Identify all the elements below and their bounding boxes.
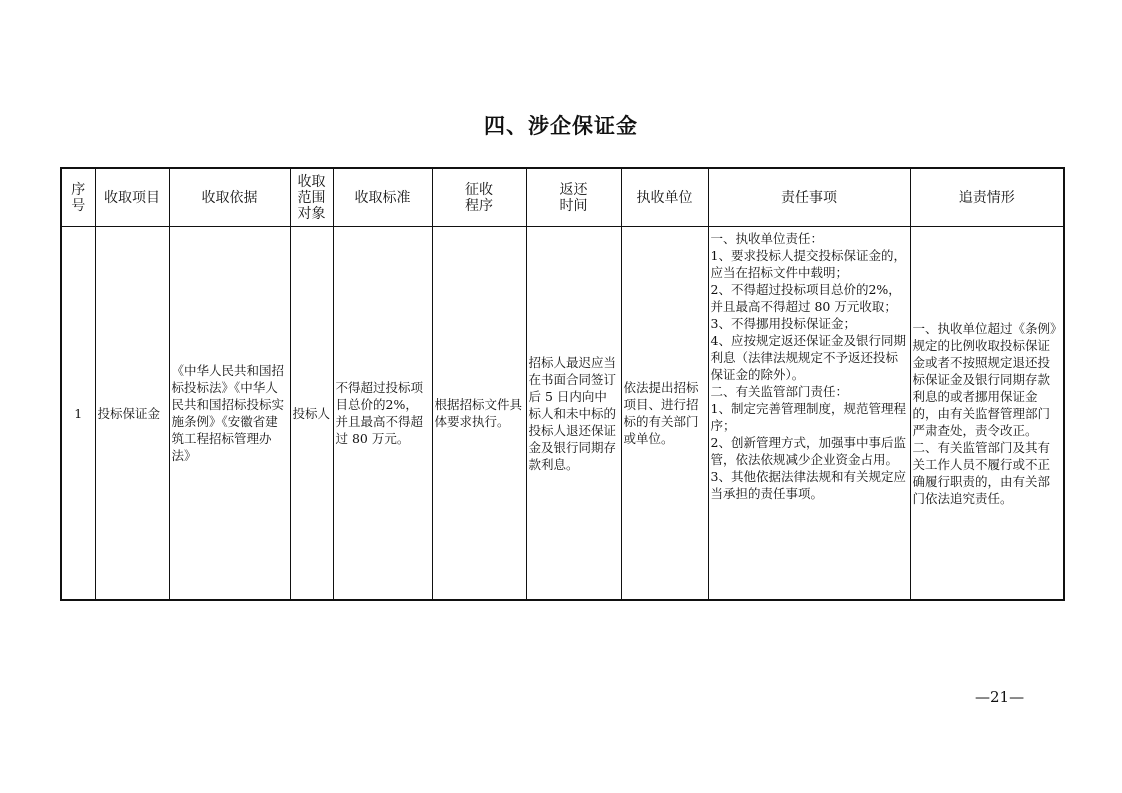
responsibility-line: 4、应按规定返还保证金及银行同期利息（法律法规规定不予返还投标保证金的除外）。 bbox=[710, 333, 906, 382]
accountability-line: 二、有关监管部门及其有关工作人员不履行或不正确履行职责的，由有关部门依法追究责任。 bbox=[912, 439, 1051, 506]
header-item: 收取项目 bbox=[95, 168, 169, 227]
cell-return-time: 招标人最迟应当在书面合同签订后 5 日内向中标人和未中标的投标人退还保证金及银行同期存款利息。 bbox=[526, 227, 621, 601]
responsibility-line: 2、不得超过投标项目总价的2%，并且最高不得超过 80 万元收取； bbox=[710, 282, 901, 314]
responsibility-line: 1、制定完善管理制度，规范管理程序； bbox=[710, 401, 906, 433]
header-standard: 收取标准 bbox=[333, 168, 432, 227]
page-number: —21— bbox=[975, 688, 1025, 706]
header-return-time: 返还 时间 bbox=[526, 168, 621, 227]
cell-unit: 依法提出招标项目、进行招标的有关部门或单位。 bbox=[621, 227, 708, 601]
header-basis: 收取依据 bbox=[169, 168, 290, 227]
header-seq: 序 号 bbox=[61, 168, 95, 227]
page-title: 四、涉企保证金 bbox=[484, 114, 638, 138]
cell-basis: 《中华人民共和国招标投标法》《中华人民共和国招标投标实施条例》《安徽省建筑工程招标管理办法》 bbox=[169, 227, 290, 601]
responsibility-line: 3、不得挪用投标保证金； bbox=[710, 316, 856, 331]
header-accountability: 追责情形 bbox=[910, 168, 1064, 227]
responsibility-line: 3、其他依据法律法规和有关规定应当承担的责任事项。 bbox=[710, 469, 906, 501]
responsibility-line: 2、创新管理方式，加强事中事后监管，依法依规减少企业资金占用。 bbox=[710, 435, 906, 467]
cell-procedure: 根据招标文件具体要求执行。 bbox=[432, 227, 526, 601]
table-header-row bbox=[61, 168, 1064, 227]
cell-standard: 不得超过投标项目总价的2%，并且最高不得超过 80 万元。 bbox=[333, 227, 432, 601]
header-scope: 收取 范围 对象 bbox=[290, 168, 333, 227]
header-unit: 执收单位 bbox=[621, 168, 708, 227]
enterprise-deposit-table bbox=[60, 167, 1065, 601]
cell-item: 投标保证金 bbox=[95, 227, 169, 601]
header-responsibilities: 责任事项 bbox=[708, 168, 910, 227]
cell-accountability bbox=[910, 227, 1064, 601]
responsibility-line: 二、有关监管部门责任： bbox=[710, 384, 849, 399]
cell-seq: 1 bbox=[61, 227, 95, 601]
cell-scope: 投标人 bbox=[290, 227, 333, 601]
cell-responsibilities bbox=[708, 227, 910, 601]
responsibility-line: 1、要求投标人提交投标保证金的，应当在招标文件中载明； bbox=[710, 248, 906, 280]
responsibility-line: 一、执收单位责任： bbox=[710, 231, 824, 246]
accountability-line: 一、执收单位超过《条例》规定的比例收取投标保证金或者不按照规定退还投标保证金及银行同期存款利息的或者挪用保证金的，由有关监督管理部门严肃查处，责令改正。 bbox=[912, 320, 1057, 438]
table-row bbox=[61, 227, 1064, 601]
header-procedure: 征收 程序 bbox=[432, 168, 526, 227]
